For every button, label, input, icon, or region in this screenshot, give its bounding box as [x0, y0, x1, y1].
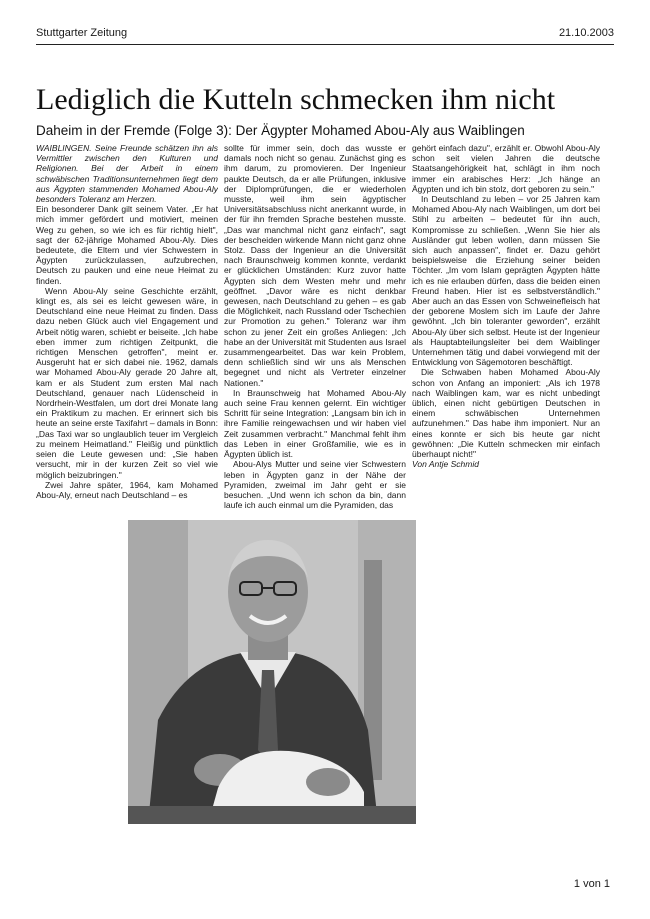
article-paragraph: Zwei Jahre später, 1964, kam Mohamed Abou-Aly, erneut nach Deutschland – es — [36, 479, 218, 500]
article-paragraph: In Deutschland zu leben – vor 25 Jahren kam Mohamed Abou-Aly nach Waiblingen, um dort bei Stihl zu arbeiten – bedeutet für ihn auch, Kompromisse zu schließen. „Wenn Sie hier als Ausländer gut leben wollen, dann müssen Sie sich auch anpassen", findet er. Dazu gehört beispielsweise die Erziehung seiner beiden Töchter. „Im vom Islam geprägten Ägypten hätte ich es nie erlauben dürfen, dass die beiden einen Freund haben. Hier ist es selbstverständlich." Aber auch an das Essen von Schweinefleisch hat der geborene Moslem sich im Laufe der Jahre gewöhnt. „Ich bin toleranter geworden", erzählt Abou-Aly über sich selbst. Heute ist der Ingenieur als Hauptabteilungsleiter bei dem Waiblinger Unternehmen tätig und dabei vorwiegend mit der Entwicklung von Sägemotoren beschäftigt. — [412, 194, 600, 368]
article-column-3 — [412, 143, 600, 503]
article-column-1 — [36, 143, 218, 515]
page-header — [36, 27, 614, 43]
article-subheadline: Daheim in der Fremde (Folge 3): Der Ägypter Mohamed Abou-Aly aus Waiblingen — [36, 123, 525, 138]
page-indicator: 1 von 1 — [573, 878, 610, 890]
article-paragraph: Die Schwaben haben Mohamed Abou-Aly schon von Anfang an imponiert: „Als ich 1978 nach Waiblingen kam, war es nicht unbedingt üblich, einen nicht gebürtigen Deutschen in einem schwäbischen Unternehmen aufzunehmen." Das habe ihm imponiert. Nur an eines konnte er sich bis heute gar nicht gewöhnen: „Die Kutteln schmecken mir einfach überhaupt nicht!" — [412, 367, 600, 460]
article-paragraph: sollte für immer sein, doch das wusste er damals noch nicht so genau. Zunächst ging es ihm darum, zu promovieren. Der Ingenieur paukte Deutsch, da er alle Prüfungen, inklusive der Diplomprüfungen, die er wiederholen musste, weil ihm sein ägyptischer Universitätsabschluss nicht anerkannt wurde, in der für ihn fremden Sprache bestehen musste. „Das war manchmal nicht ganz einfach", sagt der bescheiden wirkende Mann nicht ganz ohne Stolz. Dass der Ingenieur an die Universität nach Braunschweig kommen konnte, verdankt er glücklichen Umständen: Kurz zuvor hatte Ägypten sich dem Westen mehr und mehr geöffnet. „Davor wäre es nicht denkbar gewesen, nach Deutschland zu gehen – es gab die Möglichkeit, nach Russland oder Tschechien zur Promotion zu gehen." Toleranz war ihm schon zu jener Zeit ein großes Anliegen: „Ich habe an der Universität mit Studenten aus Israel zusammengearbeitet. Das war kein Problem, denn schließlich sind wir uns als Menschen begegnet und nicht als Vertreter einzelner Nationen." — [224, 143, 406, 388]
portrait-photo — [128, 520, 416, 824]
article-lead: WAIBLINGEN. Seine Freunde schätzen ihn als Vermittler zwischen den Kulturen und Religionen. Bei der Arbeit in einem schwäbischen Traditionsunternehmen liegt dem aus Ägypten stammenden Mohamed Abou-Aly besonders Toleranz am Herzen. — [36, 143, 218, 205]
article-paragraph: In Braunschweig hat Mohamed Abou-Aly auch seine Frau kennen gelernt. Ein wichtiger Schritt für seine Integration: „Langsam bin ich in ihre Familie reingewachsen und wir haben viel Zeit zusammen verbracht." Manchmal fehlt ihm das Leben in einer Großfamilie, wie es in Ägypten üblich ist. — [224, 387, 406, 460]
portrait-illustration — [128, 520, 416, 824]
article-paragraph: Wenn Abou-Aly seine Geschichte erzählt, klingt es, als sei es leicht gewesen wäre, in Deutschland eine neue Heimat zu finden. Dass dazu neben Glück auch viel Engagement und Arbeit nötig waren, schiebt er beiseite. „Ich habe eben immer zum richtigen Zeitpunkt, die richtigen Menschen getroffen", meint er. Ausgeruht hat er sich dabei nie. 1962, damals war Mohamed Abou-Aly gerade 20 Jahre alt, kam er als Student zum ersten Mal nach Deutschland, genauer nach Lüdenscheid in Nordrhein-Westfalen, um dort drei Monate lang ein Praktikum zu machen. Er erinnert sich bis heute an seine erste Taxifahrt – damals in Bonn: „Das Taxi war so unglaublich teuer im Vergleich zu meinem Heimatland." Fleißig und pünktlich seien die Leute gewesen und: „Sie haben versucht, mir in der kurzen Zeit so viel wie möglich beizubringen." — [36, 285, 218, 480]
article-paragraph: Abou-Alys Mutter und seine vier Schwestern leben in Ägypten ganz in der Nähe der Pyramiden, zweimal im Jahr geht er sie besuchen. „Und wenn ich schon da bin, dann laufe ich auch einmal um die Pyramiden, das — [224, 459, 406, 511]
article-headline: Lediglich die Kutteln schmecken ihm nicht — [36, 83, 556, 116]
header-divider — [36, 44, 614, 45]
article-paragraph: Ein besonderer Dank gilt seinem Vater. „Er hat mich immer gefördert und motiviert, meinen Weg zu gehen, so wie ich es für richtig hielt", sagt der 62-jährige Mohamed Abou-Aly. Dies bedeutete, die Eltern und vier Schwestern in Ägypten zurückzulassen, aufzubrechen, Deutsch zu pauken und eine neue Heimat zu finden. — [36, 204, 218, 286]
article-byline: Von Antje Schmid — [412, 459, 479, 470]
publication-date: 21.10.2003 — [558, 27, 614, 39]
publication-name: Stuttgarter Zeitung — [36, 27, 128, 39]
article-column-2 — [224, 143, 406, 515]
article-paragraph: gehört einfach dazu", erzählt er. Obwohl Abou-Aly schon seit vielen Jahren die deutsche Staatsangehörigkeit hat, schlägt in ihm noch immer ein arabisches Herz: „Ich hänge an Ägypten und ich bin stolz, dort geboren zu sein." — [412, 143, 600, 194]
